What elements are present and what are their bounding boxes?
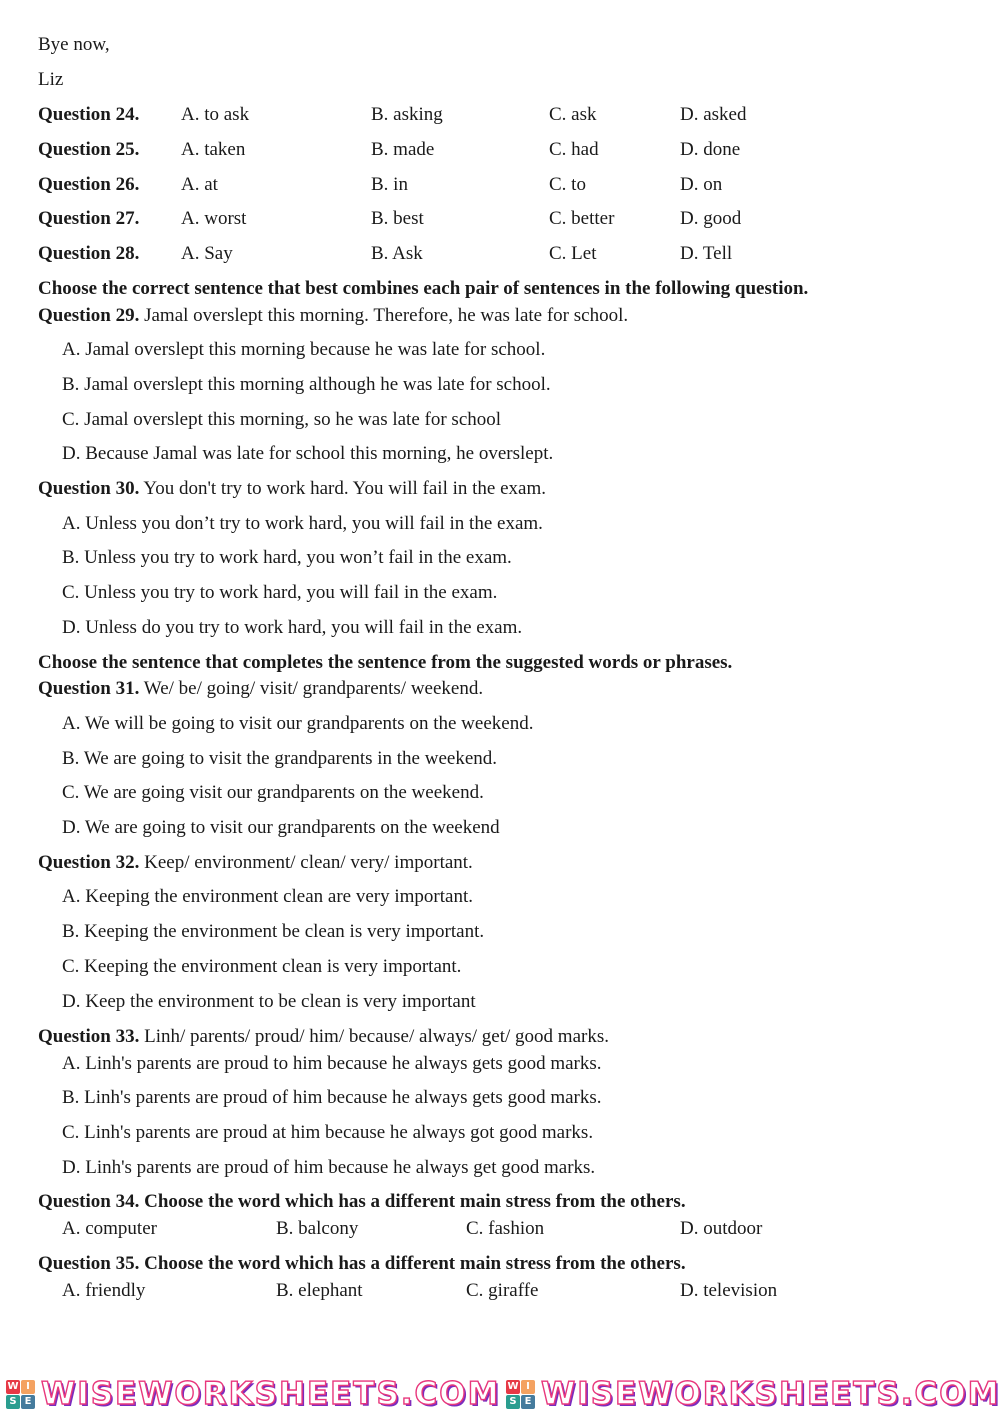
question-label: Question 24. [38,104,140,125]
option-c: C. giraffe [466,1280,539,1301]
logo-mark-tile: S [6,1395,20,1409]
section-instruction: Choose the sentence that completes the sentence from the suggested words or phrases. [38,652,733,673]
question-label: Question 25. [38,139,140,160]
answer-option: D. Unless do you try to work hard, you will fail in the exam. [62,617,523,638]
answer-option: A. Linh's parents are proud to him because he always gets good marks. [62,1053,602,1074]
option-c: C. better [549,208,615,229]
question-30-stem [38,478,546,500]
option-c: C. fashion [466,1218,545,1239]
option-b: B. Ask [371,243,423,264]
footer-watermark [0,1376,1000,1413]
logo-mark-tile: W [7,1381,19,1392]
question-prompt: Jamal overslept this morning. Therefore, he was late for school. [144,305,629,326]
question-29-stem [38,305,628,327]
option-c: C. to [549,174,586,195]
letter-closing: Bye now, [38,34,110,55]
question-prompt: Linh/ parents/ proud/ him/ because/ always/ get/ good marks. [144,1026,609,1047]
question-label: Question 32. [38,852,140,873]
site-logo [6,1376,501,1413]
option-a: A. at [181,174,218,195]
logo-text: WISEWORKSHEETS.COM [541,1376,1000,1412]
question-34-stem: Question 34. Choose the word which has a different main stress from the others. [38,1191,686,1212]
section-instruction: Choose the correct sentence that best combines each pair of sentences in the following question. [38,278,809,299]
option-a: A. worst [181,208,247,229]
option-d: D. outdoor [680,1218,763,1239]
answer-option: D. Linh's parents are proud of him because he always get good marks. [62,1157,596,1178]
question-row [38,174,938,196]
option-b: B. best [371,208,424,229]
logo-mark-tile: S [506,1395,520,1409]
logo-mark-tile: I [521,1380,535,1394]
option-d: D. television [680,1280,778,1301]
question-row [38,208,938,230]
answer-option: A. Unless you don’t try to work hard, you will fail in the exam. [62,513,543,534]
stress-options-row [62,1280,962,1302]
logo-mark-tile: E [21,1395,35,1409]
logo-mark-icon [6,1380,35,1409]
option-b: B. in [371,174,408,195]
option-b: B. elephant [276,1280,363,1301]
question-label: Question 31. [38,678,140,699]
site-logo [506,1376,1000,1413]
answer-option: A. Keeping the environment clean are very important. [62,886,473,907]
option-d: D. on [680,174,723,195]
question-prompt: We/ be/ going/ visit/ grandparents/ weekend. [143,678,484,699]
option-d: D. Tell [680,243,733,264]
logo-text: WISEWORKSHEETS.COM [41,1376,501,1412]
answer-option: C. Unless you try to work hard, you will fail in the exam. [62,582,498,603]
question-prompt: You don't try to work hard. You will fail in the exam. [143,478,546,499]
question-33-stem [38,1026,609,1048]
question-label: Question 27. [38,208,140,229]
option-c: C. had [549,139,599,160]
answer-option: B. We are going to visit the grandparents in the weekend. [62,748,498,769]
answer-option: B. Keeping the environment be clean is very important. [62,921,485,942]
question-label: Question 28. [38,243,140,264]
logo-mark-icon [506,1380,535,1409]
question-label: Question 30. [38,478,140,499]
answer-option: C. Linh's parents are proud at him because he always got good marks. [62,1122,594,1143]
letter-signature: Liz [38,69,64,90]
question-label: Question 29. [38,305,140,326]
option-c: C. ask [549,104,597,125]
logo-mark-tile: E [521,1395,535,1409]
answer-option: B. Jamal overslept this morning although he was late for school. [62,374,551,395]
answer-option: C. We are going visit our grandparents on the weekend. [62,782,484,803]
option-b: B. asking [371,104,443,125]
question-label: Question 26. [38,174,140,195]
question-35-stem: Question 35. Choose the word which has a different main stress from the others. [38,1253,686,1274]
answer-option: C. Keeping the environment clean is very important. [62,956,462,977]
answer-option: B. Linh's parents are proud of him because he always gets good marks. [62,1087,602,1108]
answer-option: B. Unless you try to work hard, you won’t fail in the exam. [62,547,512,568]
option-a: A. friendly [62,1280,146,1301]
logo-mark-tile: W [507,1381,519,1392]
question-32-stem [38,852,473,874]
option-a: A. to ask [181,104,250,125]
question-label: Question 33. [38,1026,140,1047]
logo-mark-tile: I [21,1380,35,1394]
option-d: D. asked [680,104,747,125]
option-c: C. Let [549,243,597,264]
option-a: A. computer [62,1218,157,1239]
answer-option: D. We are going to visit our grandparents on the weekend [62,817,500,838]
question-prompt: Keep/ environment/ clean/ very/ important. [144,852,473,873]
question-row [38,243,938,265]
answer-option: C. Jamal overslept this morning, so he was late for school [62,409,502,430]
answer-option: D. Keep the environment to be clean is very important [62,991,476,1012]
stress-options-row [62,1218,962,1240]
option-a: A. Say [181,243,233,264]
option-d: D. done [680,139,741,160]
answer-option: A. We will be going to visit our grandparents on the weekend. [62,713,534,734]
question-row [38,104,938,126]
option-a: A. taken [181,139,246,160]
answer-option: D. Because Jamal was late for school this morning, he overslept. [62,443,554,464]
answer-option: A. Jamal overslept this morning because he was late for school. [62,339,546,360]
question-row [38,139,938,161]
option-b: B. made [371,139,435,160]
question-31-stem [38,678,483,700]
option-b: B. balcony [276,1218,359,1239]
option-d: D. good [680,208,742,229]
